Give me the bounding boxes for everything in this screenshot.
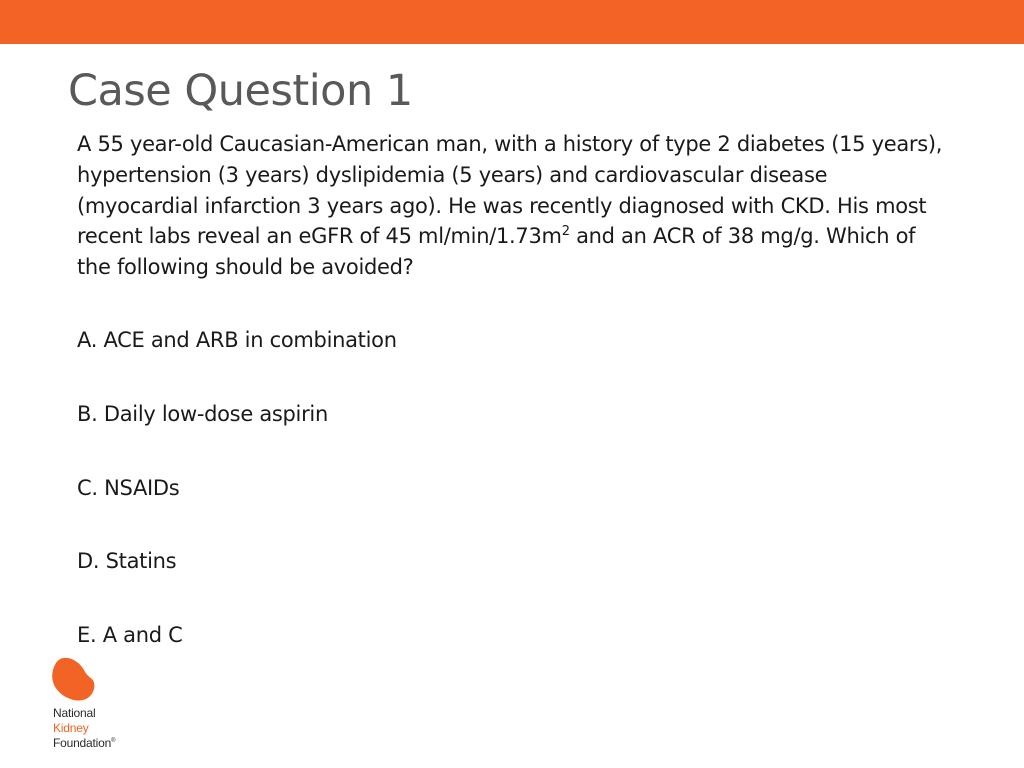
slide-title: Case Question 1 <box>68 66 413 116</box>
logo-line-kidney: Kidney <box>53 721 89 735</box>
logo-line-national: National <box>53 706 96 720</box>
option-d: D. Statins <box>77 549 177 574</box>
question-text-part2: and an ACR of 38 mg/g. Which of the following should be avoided? <box>77 224 916 280</box>
nkf-logo <box>52 656 162 756</box>
kidney-icon <box>52 656 96 702</box>
logo-wordmark <box>53 706 115 751</box>
option-c: C. NSAIDs <box>77 475 180 500</box>
registered-mark: ® <box>111 738 116 744</box>
answer-options <box>77 325 397 694</box>
option-b: B. Daily low-dose aspirin <box>77 401 328 426</box>
logo-line-foundation <box>53 736 115 751</box>
header-accent-bar <box>0 0 1024 44</box>
question-superscript: 2 <box>561 224 570 240</box>
question-text <box>77 129 947 283</box>
logo-foundation-text: Foundation <box>53 736 112 750</box>
question-text-part1: A 55 year-old Caucasian-American man, with a history of type 2 diabetes (15 years), hypertension (3 years) dyslipidemia (5 years) and cardiovascular disease (myocardial infarction 3 years ago). He was recently diagnosed with CKD. His most recent labs reveal an eGFR of 45 ml/min/1.73m <box>77 132 943 249</box>
option-a: A. ACE and ARB in combination <box>77 328 397 352</box>
option-e: E. A and C <box>77 623 183 648</box>
